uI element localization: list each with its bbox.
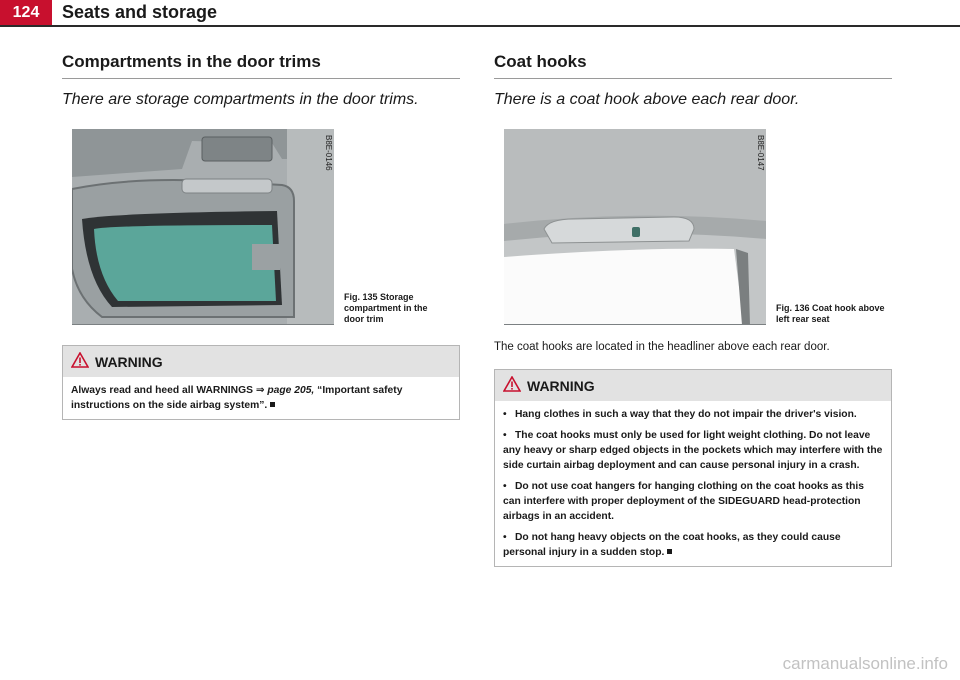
warning-bullet	[503, 530, 883, 560]
warning-text-ref: “Important safety instructions on the side airbag system”.	[71, 385, 403, 411]
bullet-icon: •	[503, 430, 507, 441]
door-trim-photo	[72, 129, 334, 325]
figure-code: B8E-0147	[756, 135, 765, 171]
bullet-text: The coat hooks must only be used for light weight clothing. Do not leave any heavy or sharp edged objects in the pockets which may interfere with the side curtain airbag deployment and can cause personal injury in a crash.	[503, 430, 883, 471]
arrow-icon: ⇒	[255, 385, 265, 396]
section-door-compartments	[62, 52, 460, 420]
figure-caption-text: Storage compartment in the door trim	[344, 292, 428, 324]
bullet-text: Do not use coat hangers for hanging clothing on the coat hooks as this can interfere with proper deployment of the SIDEGUARD head-protection airbags in an accident.	[503, 481, 864, 522]
warning-header	[63, 346, 459, 377]
figure-caption	[344, 292, 449, 325]
end-mark	[270, 402, 275, 407]
section-title: Coat hooks	[494, 52, 892, 79]
warning-bullet	[503, 407, 883, 422]
warning-triangle-icon	[71, 352, 89, 371]
figure-code: B8E-0146	[324, 135, 333, 171]
warning-bullet	[503, 428, 883, 473]
figure-caption-text: Coat hook above left rear seat	[776, 303, 885, 324]
figure-caption	[776, 303, 886, 325]
figure-136	[494, 129, 892, 329]
bullet-icon: •	[503, 409, 507, 420]
bullet-icon: •	[503, 481, 507, 492]
section-title: Compartments in the door trims	[62, 52, 460, 79]
header-rule	[0, 25, 960, 27]
warning-body	[63, 377, 459, 419]
section-coat-hooks	[494, 52, 892, 567]
section-intro: There are storage compartments in the door trims.	[62, 91, 419, 108]
end-mark	[667, 549, 672, 554]
warning-text: Always read and heed all WARNINGS	[71, 385, 253, 396]
warning-body	[495, 401, 891, 566]
watermark: carmanualsonline.info	[782, 654, 948, 673]
warning-label: WARNING	[527, 377, 595, 394]
page-number: 124	[0, 0, 52, 25]
running-head: Seats and storage	[62, 2, 218, 22]
warning-triangle-icon	[503, 376, 521, 395]
page-reference-link[interactable]: page 205,	[267, 385, 315, 396]
figure-135	[62, 129, 460, 329]
bullet-icon: •	[503, 532, 507, 543]
coat-hook-photo	[504, 129, 766, 325]
warning-box	[62, 345, 460, 420]
bullet-text: Hang clothes in such a way that they do not impair the driver's vision.	[515, 409, 857, 420]
warning-label: WARNING	[95, 353, 163, 370]
figure-label: Fig. 135	[344, 292, 378, 302]
figure-label: Fig. 136	[776, 303, 810, 313]
warning-header	[495, 370, 891, 401]
body-paragraph: The coat hooks are located in the headliner above each rear door.	[494, 341, 830, 353]
warning-box	[494, 369, 892, 567]
warning-bullet	[503, 479, 883, 524]
section-intro: There is a coat hook above each rear door.	[494, 91, 800, 108]
bullet-text: Do not hang heavy objects on the coat hooks, as they could cause personal injury in a sudden stop.	[503, 532, 841, 558]
